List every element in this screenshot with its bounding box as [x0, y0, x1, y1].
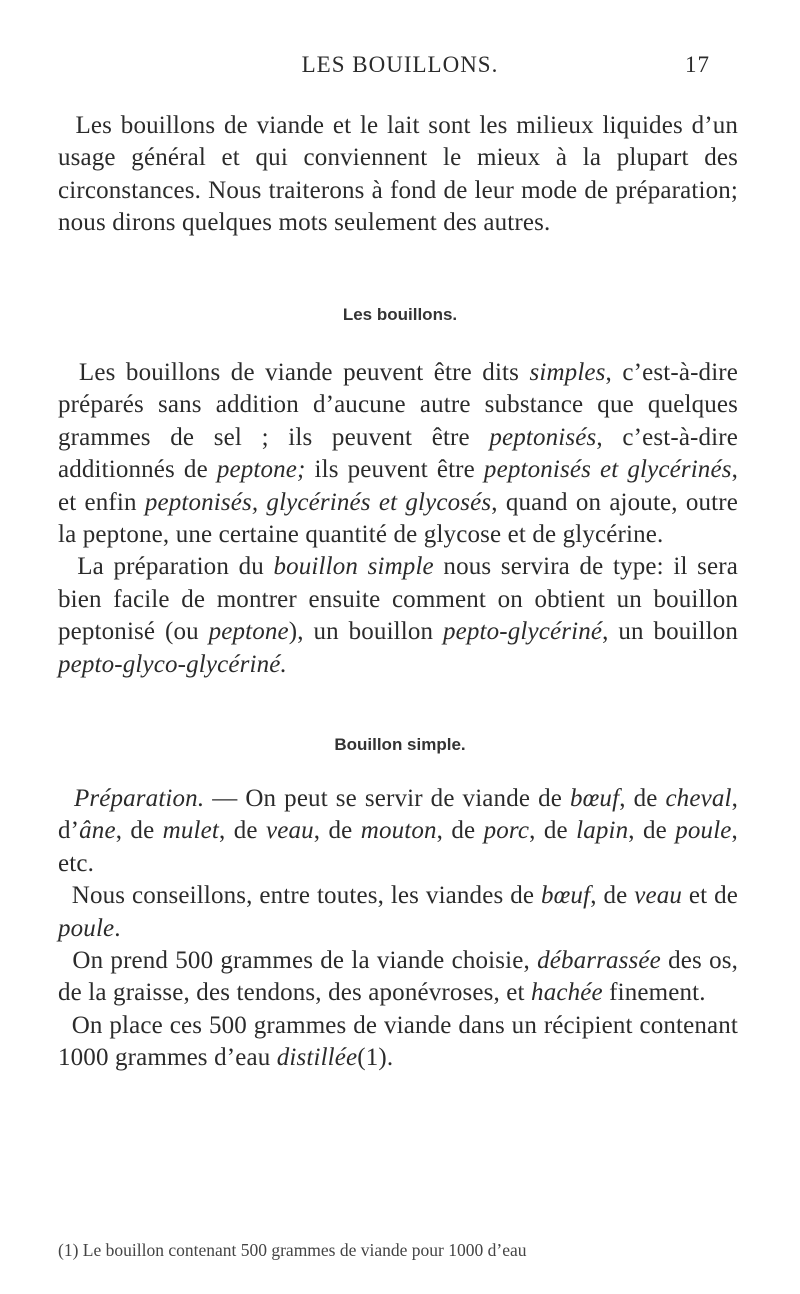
text-run: des os, de la graisse, des tendons, des aponévroses, et: [58, 947, 738, 1007]
text-run: On place ces 500 grammes de viande dans un récipient contenant 1000 grammes d’eau: [58, 1011, 738, 1072]
italic-run: pepto-glyco-glycériné.: [58, 650, 287, 678]
italic-run: veau: [265, 817, 314, 845]
text-run: ), un bouillon: [288, 618, 443, 646]
italic-run: poule: [675, 817, 732, 845]
text-run: , de: [436, 817, 484, 845]
text-run: La préparation du: [77, 553, 274, 581]
italic-run: poule: [58, 914, 115, 942]
running-title: LES BOUILLONS.: [301, 52, 499, 77]
text-run: , c’est-à-dire préparés sans addition d’aucune autre substance que quelques grammes de sel ; ils peuvent être: [58, 359, 739, 451]
text-run: et de: [682, 882, 738, 910]
text-run: , de: [619, 785, 666, 812]
section-heading-bouillons: Les bouillons.: [342, 305, 458, 324]
text-run: , de: [628, 817, 676, 845]
intro-text: Les bouillons de viande et le lait sont les milieux liquides d’un usage général et qui conviennent le mieux à la plupart des circonstances. Nous traiterons à fond de leur mode de préparation; nous dirons quelques mots seulement des autres.: [58, 112, 738, 237]
text-run: Les bouillons de viande peuvent être dits: [78, 359, 530, 386]
italic-run: hachée: [531, 979, 603, 1007]
text-run: , etc.: [58, 817, 738, 877]
text-run: — On peut se servir de viande de: [204, 785, 570, 812]
section2-block: [58, 783, 738, 1075]
section1-paragraph-1: [58, 357, 738, 551]
section2-paragraph-4: [58, 1010, 738, 1075]
italic-run: peptonisés: [489, 423, 597, 451]
italic-run: peptonisés et glycérinés: [483, 456, 732, 484]
italic-run: peptone;: [216, 456, 306, 484]
footnote: (1) Le bouillon contenant 500 grammes de viande pour 1000 d’eau: [58, 1240, 527, 1260]
text-run: Nous conseillons, entre toutes, les viandes de: [71, 882, 541, 910]
italic-run: distillée: [276, 1044, 358, 1072]
text-run: , et enfin: [58, 456, 738, 516]
text-run: , de: [218, 817, 266, 845]
italic-run: bœuf: [569, 785, 620, 812]
section2-paragraph-2: [58, 880, 738, 945]
italic-run: pepto-glycériné: [442, 618, 603, 646]
text-run: , de: [529, 817, 577, 845]
section2-paragraph-3: [58, 945, 738, 1010]
italic-run: simples: [529, 359, 606, 386]
italic-run: peptonisés, glycérinés et glycosés: [144, 488, 492, 516]
section1-block: [58, 357, 738, 681]
italic-run: mulet: [162, 817, 219, 845]
italic-run: lapin: [576, 817, 629, 845]
italic-run: âne: [79, 817, 116, 845]
section2-paragraph-1: [58, 783, 738, 880]
page-number: 17: [685, 52, 710, 77]
italic-run: peptone: [208, 618, 289, 646]
text-run: nous servira de type: il sera bien facile de montrer ensuite comment on obtient un bouillon peptonisé (ou: [58, 553, 739, 646]
text-run: , de: [115, 817, 163, 845]
intro-block: [58, 110, 738, 240]
italic-run: mouton: [360, 817, 437, 845]
italic-run: Préparation.: [73, 785, 205, 812]
italic-run: débarrassée: [537, 947, 661, 975]
text-run: On prend 500 grammes de la viande choisie,: [72, 947, 538, 975]
text-run: , quand on ajoute, outre la peptone, une certaine quantité de glycose et de glycérine.: [58, 488, 738, 549]
page-header: [60, 52, 740, 88]
italic-run: cheval: [665, 785, 732, 812]
text-run: , de: [313, 817, 361, 845]
italic-run: porc: [483, 817, 530, 845]
text-run: , un bouillon: [602, 618, 738, 646]
italic-run: veau: [634, 882, 683, 910]
text-run: , de: [590, 882, 635, 910]
text-run: ils peuvent être: [305, 456, 484, 484]
text-run: , d’: [58, 785, 738, 845]
section1-paragraph-2: [58, 551, 738, 681]
intro-paragraph: [58, 110, 738, 240]
text-run: .: [114, 914, 121, 942]
text-run: , c’est-à-dire additionnés de: [58, 423, 739, 484]
section-heading-bouillon-simple: Bouillon simple.: [334, 735, 466, 754]
italic-run: bœuf: [540, 882, 591, 910]
text-run: (1).: [357, 1044, 394, 1072]
text-run: finement.: [602, 979, 706, 1007]
italic-run: bouillon simple: [273, 553, 434, 581]
